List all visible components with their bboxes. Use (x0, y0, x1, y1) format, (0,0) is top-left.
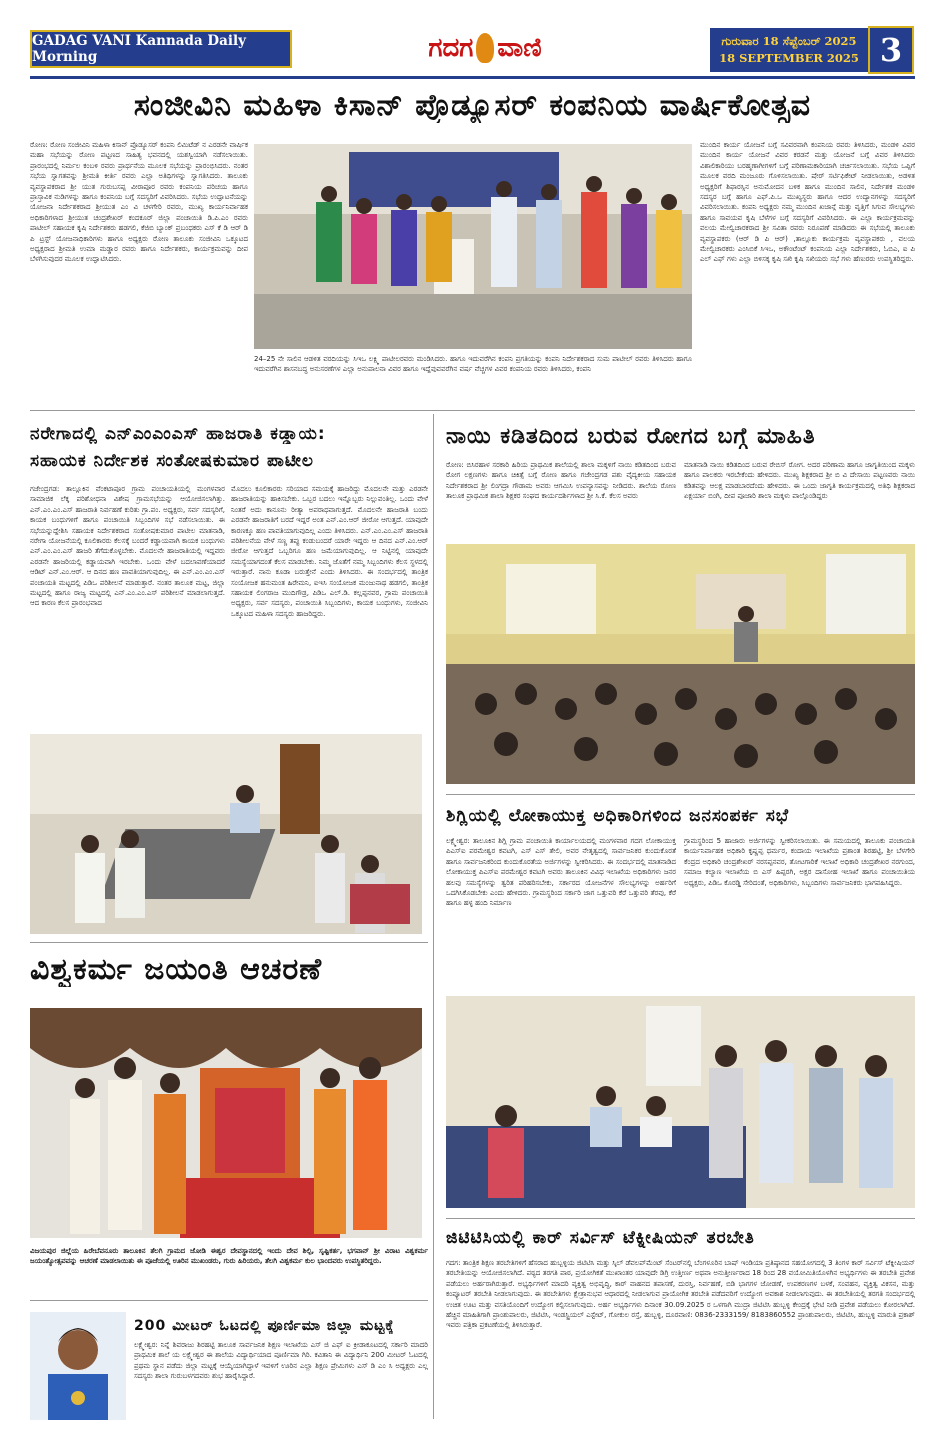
section-divider (446, 1218, 915, 1219)
vishwakarma-headline: ವಿಶ್ವಕರ್ಮ ಜಯಂತಿ ಆಚರಣೆ (30, 952, 323, 987)
section-divider (446, 794, 915, 795)
nrega-headline-2: ಸಹಾಯಕ ನಿರ್ದೇಶಕ ಸಂತೋಷಕುಮಾರ ಪಾಟೀಲ (30, 451, 314, 471)
lead-column-3: ಮುಂದಿನ ಕಾರ್ಯ ಯೋಜನೆ ಬಗ್ಗೆ ಸವಿವರವಾಗಿ ಕಂಪನಿಯ ರವರು ತಿಳಿಸಿದರು, ಮಂಡಳಿ ವಿವರ ಮುಂದಿನ ಕಾರ್ಯ ಯೋಜನೆ ವಿವರ ಕರಡನೆ ಮತ್ತು ಯೋಜನೆ ಬಗ್ಗೆ ವಿವರ ತಿಳಿಸಿದರು ವಿಶಾಲಿಕಾರಿಯು ಬರಹ್ಮಣಾಗೀಗಳಿಗೆ ಬಗ್ಗೆ ಪರಿಣಾಮಕಾರಿಯಾಗಿ ಚರ್ಚಿಸಲಾಯಿತು. ಸಭೆಯ ಒಪ್ಪಿಗೆ ಮೂಲಕ ವರದಿ ಮಂಜೂರು ಗೊಳಿಸಲಾಯಿತು. ಷೇರ್ ಸರ್ಟಿಫಿಕೇಟ್ ನೀಡಲಾಯಿತು, ಅಡಳಿತ ಅಧ್ಯಕ್ಷರಿಗೆ ಶಿಫಾರಸ್ಸಿನ ಅನುಮೋದನ ಬಳಿಕ ಹಾಗೂ ಮುಂದಿನ ಸಾಲಿನ, ನಿರ್ದೇಶಕ ಮಂಡಳಿ ಸದಸ್ಯರ ಬಗ್ಗೆ ಹಾಗೂ ಎಫ್.ಪಿ.ಒ ಮುಖ್ಯಸ್ಥರು ಹಾಗೂ ಆದರ ಉದ್ಯಾನಗಳನ್ನು ಸದಸ್ಯರಿಗೆ ವಿವರಿಸಲಾಯಿತು. ಕಂಪನಿ ಅಧ್ಯಕ್ಷರು ನಮ್ಮ ಮುಂದಿನ ಖಜಾನ್ಗೆ ಮತ್ತು ವೃತ್ತಿಗೆ ಸಿಗುವ ಸೌಲಭ್ಯಗಳು ಹಾಗೂ ಸಾವಯವ ಕೃಷಿ ಬೆಳೆಗಳ ಬಗ್ಗೆ ಸದಸ್ಯರಿಗೆ ವಿವರಿಸಿದರು. ಈ ಎಲ್ಲಾ ಕಾರ್ಯಕ್ರಮವನ್ನು ವಲಯ ಮೇಲ್ವಿಚಾರಕರಾದ ಶ್ರೀ ಸವಿತಾ ರವರು ನಿರೂಪಣೆ ಮಾಡಿದರು ಈ ಸಭೆಯಲ್ಲಿ ತಾಲೂಕು ವ್ಯವಸ್ಥಾಪಕರು (ಆರ್ ಡಿ ಪಿ ಆರ್) ,ತಾಲ್ಲೂಕು ಕಾರ್ಯಕ್ರಮ ವ್ಯವಸ್ಥಾಪಕರು , ವಲಯ ಮೇಲ್ವಿಚಾರಕರು ಎಂಸಿಬಿಕೆ ಸಿಇಒ, ಅಕೌಂಟೆಂಟ್ ಕಂಪನಿಯ ಎಲ್ಲಾ ನಿರ್ದೇಶಕರು, ಓಬಿಎ, ಐ ಪಿ ಎಲ್ ಎಫ್ ಗಳು ಎಲ್ಲಾ ಬಿಳಿಸಕ್ಕ ಕೃಷಿ ಸಖಿ ಕೃಷಿ ಸಖಿಯರು ಸಭೆ ಗಳು ಹೆಣುರರು ಉಪಸ್ಥಿತರಿದ್ದರು. (700, 141, 915, 264)
lead-column-1: ರೋಣ: ರೋಣ ಸಂಜೀವಿನಿ ಮಹಿಳಾ ಕಿಸಾನ್ ಪ್ರೊಡ್ಯೂಸರ್ ಕಂಪನಿ ಲಿಮಿಟೆಡ್ ನ ಎರಡನೇ ವಾರ್ಷಿಕ ಮಹಾ ಸಭೆಯನ್ನು ರೋಣ ಪಟ್ಟಣದ ಸಾಹಿತ್ಯ ಭವನದಲ್ಲಿ ಯಶಸ್ವಿಯಾಗಿ ನಡೆಸಲಾಯಿತು. ಪ್ರಾರಂಭದಲ್ಲಿ ನಿರ್ಮಲ ಕಂಬಳಿ ರವರು ಪ್ರಾರ್ಥನೆಯ ಮೂಲಕ ಸಭೆಯನ್ನು ಪ್ರಾರಂಭಿಸಿದರು. ನಂತರ ಸಭೆಯ ಸ್ವಾಗತವನ್ನು ಶ್ರೀಮತಿ ಕೀರ್ತಿ ರವರು ಎಲ್ಲಾ ಅತಿಥಿಗಳನ್ನು ಸ್ವಾಗತಿಸಿದರು. ತಾಲೂಕು ವ್ಯವಸ್ಥಾಪಕರಾದ ಶ್ರೀ ಯುತ ಗುರುಬಸಪ್ಪ ವೀರಾಪೂರ ರವರು ಕಂಪನಿಯ ಪರಿಚಯ ಹಾಗೂ ಪ್ರಾಸ್ತಾವಿಕ ನುಡಿಗಳನ್ನು ಹಾಗೂ ಕಂಪನಿಯ ಬಗ್ಗೆ ಸದಸ್ಯರಿಗೆ ವಿವರಿಸಿದರು. ಸಭೆಯ ಉದ್ಘಾಟನೆಯನ್ನು ಯೋಜನಾ ನಿರ್ದೇಶಕರಾದ ಶ್ರೀಯುತ ಎಂ ವಿ ಚಳಗೇರಿ ರವರು, ಮುಖ್ಯ ಕಾರ್ಯನಿರ್ವಾಹಕ ಅಧಿಕಾರಿಗಳಾದ ಶ್ರೀಯುತ ಚಂದ್ರಶೇಖರ್ ಕಂದಕೂರ್ ಜಿಲ್ಲಾ ಪಂಚಾಯಿತಿ ಡಿ.ಪಿ.ಎಂ ರವರು ಪಾಟೀಲ್ ಸಹಾಯಕ ಕೃಷಿ ನಿರ್ದೇಶಕರು ಹಡಗಲಿ, ಕೆಜಿಬಿ ಬ್ಯಾಂಕ್ ಪ್ರಬಂಧಕರು ಎಸ್ ಕೆ ಡಿ ಆರ್ ಡಿ ಪಿ ಟ್ರಸ್ಟ್ ಯೋಜನಾಧಿಕಾರಿಗಳು ಹಾಗೂ ಅಧ್ಯಕ್ಷರು ರೋಣ ತಾಲೂಕು ಸಂಜೀವಿನಿ ಒಕ್ಕೂಟದ ಅಧ್ಯಕ್ಷರಾದ ಶ್ರೀಮತಿ ಉಮಾ ಮಡ್ಡಾರ ರವರು ಹಾಗೂ ನಿರ್ದೇಶಕರು, ಕಾರ್ಯಕ್ರಮವನ್ನು ದೀಪ ಬೆಳಗಿಸುವುದರ ಮೂಲಕ ಉದ್ಘಾಟಿಸಿದರು. (30, 141, 248, 264)
lokayukta-column-2: ಗ್ರಾಮಸ್ಥರಿಂದ 5 ಹಾಜಾರು ಅರ್ಜಿಗಳನ್ನು ಸ್ವೀಕರಿಸಲಾಯಿತು. ಈ ಸಮಯದಲ್ಲಿ ತಾಲೂಕು ಪಂಚಾಯತಿ ಕಾರ್ಯನಿರ್ವಾಹಕ ಅಧಿಕಾರಿ ಕೃಷ್ಣಪ್ಪ ಧರ್ಮರ, ಕಂದಾಯ ಇಲಾಖೆಯ ಪ್ರಶಾಂತ ಶಿರಹಟ್ಟಿ, ಶ್ರೀ ಬೆಳಗೇರಿ ಕೆಂದ್ರದ ಅಧಿಕಾರಿ ಚಂದ್ರಶೇಖರ್ ನರಸಪ್ಪನವರ, ತೋಟಗಾರಿಕೆ ಇಲಾಖೆ ಅಧಿಕಾರಿ ಚಂದ್ರಶೇಖರ ನರಗುಂದ, ಸಮಾಜ ಕಲ್ಯಾಣ ಇಲಾಖೆಯ ಬಿ ಎಸ್ ಹಿಪ್ಪರಗಿ, ಅಕ್ಷರ ದಾಸೋಹ ಇಲಾಖೆ ಹಾಗೂ ಪಂಚಾಯಿತಿಯ ಅಧ್ಯಕ್ಷರು, ಪಿಡಿಒ ಕೊರಡ್ಡಿ ಸೇರಿದಂತೆ, ಅಧಿಕಾರಿಗಳು, ಸಿಬ್ಬಂದಿಗಳು ಸಾರ್ವಜನಿಕರು ಭಾಗವಹಿಸಿದ್ದರು. (684, 837, 915, 887)
masthead-title-text: GADAG VANI Kannada Daily Morning (32, 33, 246, 65)
page-number: 3 (868, 26, 914, 74)
nrega-column-1: ಗಜೇಂದ್ರಗಡ: ತಾಲ್ಲೂಕಿನ ವೆಂಕಟಾಪೂರ ಗ್ರಾಮ ಪಂಚಾಯತಿಯಲ್ಲಿ ಮಂಗಳವಾರ ಸಾಮಾಜಿಕ ಲೆಕ್ಕ ಪರಿಶೋಧನಾ ವಿಶೇಷ ಗ್ರಾಮಸಭೆಯನ್ನು ಆಯೋಜಿಸಲಾಗಿತ್ತು. ಎನ್.ಎಂ.ಎಂ.ಎಸ್ ಹಾಜರಾತಿ ನಿರ್ವಹಣೆ ಕುರಿತು ಗ್ರಾ.ಪಂ. ಅಧ್ಯಕ್ಷರು, ಸರ್ವ ಸದಸ್ಯರಿಗೆ, ಕಾಯಕ ಬಂಧುಗಳಿಗೆ ಹಾಗೂ ಪಂಚಾಯಿತಿ ಸಿಬ್ಬಂದಿಗಳ ಸಭೆ ನಡೆಸಲಾಯಿತು. ಈ ಸಭೆಯನ್ನುದ್ದೇಶಿಸಿ ಸಹಾಯಕ ನಿರ್ದೇಶಕರಾದ ಸಂತೋಷಕುಮಾರ ಪಾಟೀಲ ಮಾತನಾಡಿ, ನರೇಗಾ ಯೋಜನೆಯಲ್ಲಿ ಕೂಲಿಕಾರರು ಕೆಲಸಕ್ಕೆ ಬಂದರೆ ಕಡ್ಡಾಯವಾಗಿ ಕಾಯಕ ಬಂಧುಗಳು ಎನ್.ಎಂ.ಎಂ.ಎಸ್ ಹಾಜರಿ ತೆಗೆದುಕೊಳ್ಳಬೇಕು. ಮೊದಲನೇ ಹಾಜರಾತಿಯಲ್ಲಿ ಇದ್ದವರು ಎರಡನೇ ಹಾಜರಿಯಲ್ಲಿ ಕಡ್ಡಾಯವಾಗಿ ಇರಬೇಕು. ಒಂದು ವೇಳೆ ಬದಲಾವಣೆಯಾದರೆ ಆಡಿಟ್ ಎನ್.ಎಂ.ಆರ್. ಆ ದಿನದ ಹಣ ಪಾವತಿಯಾಗುವುದಿಲ್ಲ. ಈ ಎನ್.ಎಂ.ಎಂ.ಎಸ್ ಪಂಚಾಯತಿ ಮಟ್ಟದಲ್ಲಿ ಪಿಡಿಒ ಪರಿಶೀಲನೆ ಮಾಡುತ್ತಾರೆ. ನಂತರ ತಾಲೂಕ ಮಟ್ಟ, ಜಿಲ್ಲಾ ಮಟ್ಟದಲ್ಲಿ ಹಾಗೂ ರಾಜ್ಯ ಮಟ್ಟದಲ್ಲಿ ಎನ್.ಎಂ.ಎಂ.ಎಸ್ ಪರಿಶೀಲನೆ ಮಾಡಲಾಗುತ್ತದೆ. ಆದ ಕಾರಣ ಕೆಲಸ ಪ್ರಾರಂಭವಾದ (30, 485, 225, 608)
lokayukta-headline: ಶಿಗ್ಲಿಯಲ್ಲಿ ಲೋಕಾಯುಕ್ತ ಅಧಿಕಾರಿಗಳಿಂದ ಜನಸಂಪರ್ಕ ಸಭೆ (446, 806, 790, 826)
date-kannada: ಗುರುವಾರ 18 ಸೆಪ್ಟೆಂಬರ್ 2025 (721, 34, 857, 48)
newspaper-logo (420, 26, 550, 70)
dog-column-1: ರೋಣ: ಬಿಸಿರಹಾಳ ಸರಕಾರಿ ಹಿರಿಯ ಪ್ರಾಥಮಿಕ ಶಾಲೆಯಲ್ಲಿ ಶಾಲಾ ಮಕ್ಕಳಿಗೆ ನಾಯಿ ಕಡಿತದಿಂದ ಬರುವ ರೋಗ ಲಕ್ಷಣಗಳು ಹಾಗೂ ಚಿಕಿತ್ಸೆ ಬಗ್ಗೆ ರೋಣ ಹಾಗೂ ಗಜೇಂದ್ರಗಡ ಪಶು ವೈದ್ಯಕೀಯ ಸಹಾಯಕ ನಿರ್ದೇಶಕರಾದ ಶ್ರೀ ಲಿಂಗದ್ರಾ ಗೌಡಾಮ ಅವರು ಆಗಮಿಸಿ ಉಪನ್ಯಾಸವನ್ನು ನೀಡಿದರು. ಶಾಲೆಯ ರೋಣ ತಾಲೂಕ ಪ್ರಾಥಮಿಕ ಶಾಲಾ ಶಿಕ್ಷಕರ ಸಂಘದ ಕಾರ್ಯದರ್ಶಿಗಳಾದ ಶ್ರೀ ಸಿ.ಕೆ. ಕೆಲಸ ಅವರು (446, 461, 676, 501)
nrega-column-2: ಮೊದಲು ಕೂಲಿಕಾರರು ಸರಿಯಾದ ಸಮಯಕ್ಕೆ ಹಾಜರಿದ್ದು ಮೊದಲನೇ ಮತ್ತು ಎರಡನೇ ಹಾಜರಾತಿಯನ್ನು ಹಾಕಿಸಬೇಕು. ಒಬ್ಬರ ಬದಲು ಇನ್ನೊಬ್ಬರು ನಿಲ್ಲುವಂತಿಲ್ಲ. ಒಂದು ವೇಳೆ ನಿಂತರೆ ಅದು ಕಾನೂನು ರೀತ್ಯಾ ಅಪರಾಧವಾಗುತ್ತದೆ. ಮೊದಲನೇ ಹಾಜರಾತಿ ಬಂದು ಎರಡನೇ ಹಾಜರಾತಿಗೆ ಬರದೆ ಇದ್ದರೆ ಅಂತ ಎನ್.ಎಂ.ಆರ್ ಜೀರೋ ಆಗುತ್ತದೆ. ಯಾವುದೇ ಕಾರಣಕ್ಕೂ ಹಣ ಪಾವತಿಯಾಗುವುದಿಲ್ಲ ಎಂದು ತಿಳಿಸಿದರು. ಎನ್.ಎಂ.ಎಂ.ಎಸ್ ಹಾಜರಾತಿ ಪರಿಶೀಲನೆಯ ವೇಳೆ ಸಣ್ಣ ತಪ್ಪು ಕಂಡುಬಂದರೆ ಯಾರೇ ಇದ್ದರು ಆ ದಿನದ ಎನ್.ಎಂ.ಆರ್ ಜೀರೋ ಆಗುತ್ತದೆ ಒಬ್ಬರಿಗೂ ಹಣ ಜಮೆಯಾಗುವುದಿಲ್ಲ. ಆ ನಿಟ್ಟಿನಲ್ಲಿ ಯಾವುದೇ ಸಮಸ್ಯೆಯಾಗದಂತೆ ಕೆಲಸ ಮಾಡಬೇಕು. ನಿಮ್ಮ ಜೊತೆಗೆ ನಮ್ಮ ಸಿಬ್ಬಂದಿಗಳು ಕೆಲಸ ಸ್ಥಳದಲ್ಲಿ ಇರುತ್ತಾರೆ. ನಾನು ಕೂಡಾ ಬರುತ್ತೇನೆ ಎಂದು ತಿಳಿಸಿದರು. ಈ ಸಂದರ್ಭದಲ್ಲಿ ತಾಂತ್ರಿಕ ಸಂಯೋಜಕ ಹನುಮಂತ ಹಿರೇಮನಿ, ಐಇಸಿ ಸಂಯೋಜಕ ಮಂಜುನಾಥ ಹಡಗಲಿ, ತಾಂತ್ರಿಕ ಸಹಾಯಕ ಲಿಂಗರಾಜ ಮುದಿಗೌಡ್ರ, ಪಿಡಿಒ ಎಲ್.ಡಿ. ಕಲ್ಲಪ್ಪನವರ, ಗ್ರಾಮ ಪಂಚಾಯಿತಿ ಅಧ್ಯಕ್ಷರು, ಸರ್ವ ಸದಸ್ಯರು, ಪಂಚಾಯಿತಿ ಸಿಬ್ಬಂದಿಗಳು, ಕಾಯಕ ಬಂಧುಗಳು, ಸಂಜೀವಿನಿ ಒಕ್ಕೂಟದ ಮಹಿಳಾ ಸದಸ್ಯರು ಹಾಜರಿದ್ದರು. (231, 485, 428, 618)
race-body: ಲಕ್ಷ್ಮೇಶ್ವರ: ನಿನ್ನೆ ಶಿವರಾಜು ಶಿರಹಟ್ಟಿ ತಾಲೂಕ ಸಾರ್ವಜನಿಕ ಶಿಕ್ಷಣ ಇಲಾಖೆಯ ಎಸ್ ಜಿ ಎಫ್ ಐ ಕ್ರೀಡಾಕೂಟದಲ್ಲಿ ಸರ್ಕಾರಿ ಮಾದರಿ ಪ್ರಾಥಮಿಕ ಶಾಲೆ ಯ ಲಕ್ಷ್ಮೇಶ್ವರ ಈ ಶಾಲೆಯ ವಿದ್ಯಾರ್ಥಿಯಾದ ಪೂರ್ಣಿಮಾ ಗಿರಿ. ಕವಿತಾನಿ ಈ ವಿದ್ಯಾರ್ಥಿನಿ 200 ಮೀಟರ್ ಓಟದಲ್ಲಿ ಪ್ರಥಮ ಸ್ಥಾನ ಪಡೆದು ಜಿಲ್ಲಾ ಮಟ್ಟಕ್ಕೆ ಆಯ್ಕೆಯಾಗಿದ್ದಾಳೆ ಇವಳಿಗೆ ಊರಿನ ಎಲ್ಲಾ ಶಿಕ್ಷಣ ಪ್ರೇಮಿಗಳು ಎಸ್ ಡಿ ಎಂ ಸಿ ಅಧ್ಯಕ್ಷರು ಎಲ್ಲ ಸದಸ್ಯರು ಶಾಲಾ ಗುರುಬಳಗದವರು ಶುಭ ಹಾರೈಸಿದ್ದಾರೆ. (134, 1341, 428, 1381)
nrega-headline-1: ನರೇಗಾದಲ್ಲಿ ಎನ್‌ಎಂಎಂಎಸ್ ಹಾಜರಾತಿ ಕಡ್ಡಾಯ: (30, 424, 326, 444)
section-divider (30, 942, 428, 943)
nrega-photo (30, 734, 422, 934)
logo-emblem-icon (476, 33, 494, 63)
masthead-date (710, 28, 868, 72)
lokayukta-column-1: ಲಕ್ಷ್ಮೇಶ್ವರ: ತಾಲೂಕಿನ ಶಿಗ್ಲಿ ಗ್ರಾಮ ಪಂಚಾಯಿತಿ ಕಾರ್ಯಾಲಯದಲ್ಲಿ ಮಂಗಳವಾರ ಗದಗ ಲೋಕಾಯುಕ್ತ ಪಿಎಸ್ಐ ಪರಮೇಶ್ವರ ಕವಟಗಿ, ಎಸ್ ಎಸ್ ತೇಲಿ, ಅವರ ನೇತೃತ್ವದಲ್ಲಿ ಸಾರ್ವಜನಿಕರ ಕುಂದುಕೊರತೆ ಹಾಗೂ ಸಾರ್ವಜನಿಕರಿಂದ ಕುಂದುಕೊರತೆಯ ಅರ್ಜಿಗಳನ್ನು ಸ್ವೀಕರಿಸಿದರು. ಈ ಸಂದರ್ಭದಲ್ಲಿ ಮಾತನಾಡಿದ ಲೋಕಾಯುಕ್ತ ಪಿಎಸ್ಐ ಪರಮೇಶ್ವರ ಕವಟಗಿ ಅವರು ತಾಲೂಕಿನ ವಿವಿಧ ಇಲಾಖೆಯ ಅಧಿಕಾರಿಗಳು ಜನರ ಹಲವು ಸಮಸ್ಯೆಗಳನ್ನು ತ್ವರಿತ ಪರಿಹರಿಸಬೇಕು, ಸರ್ಕಾರದ ಯೋಜನೆಗಳ ಸೌಲಭ್ಯಗಳನ್ನು ಅರ್ಹರಿಗೆ ಒದಗಿಸಿಕೊಡಬೇಕು ಎಂದು ಹೇಳಿದರು. ಗ್ರಾಮಸ್ಥರಿಂದ ಸರ್ಕಾರಿ ಜಾಗ ಒತ್ತುವರಿ ಕೆರೆ ಒತ್ತುವರಿ ತೆರವು, ಕೆರೆ ಹಾಗೂ ಹಳ್ಳ ಹಂದಿ ನಿರ್ಮಾಣ (446, 837, 676, 908)
column-divider (433, 414, 434, 1419)
gttc-headline: ಜಿಟಿಟಿಸಿಯಲ್ಲಿ ಕಾರ್ ಸರ್ವಿಸ್ ಟೆಕ್ನೀಷಿಯನ್ ತರಬೇತಿ (446, 1228, 755, 1248)
lead-photo (254, 144, 692, 349)
lead-caption: 24–25 ನೇ ಸಾಲಿನ ಆಡಳಿತ ವರದಿಯನ್ನು ಸಿಇಒ ಲಕ್ಷ್ಮಿ ಪಾಟೀಲರವರು ಮಂಡಿಸಿದರು. ಹಾಗೂ ಇದುವರೆಗಿನ ಕಂಪನಿ ಪ್ರಗತಿಯನ್ನು ಕಂಪನಿ ನಿರ್ದೇಶಕರಾದ ಸುಮ ಪಾಟೀಲ್ ರವರು ತಿಳಿಸಿದರು ಹಾಗೂ ಇದುವರೆಗಿನ ಶಾಸನಬದ್ಧ ಅನುಸರಣೆಗಳ ಎಲ್ಲಾ ಅನುಪಾಲನಾ ವಿವರ ಹಾಗೂ ಇದ್ದೆವುವವರೆಗಿನ ವರ್ಷ ವೆಚ್ಚಗಳ ವಿವರ ಕಂಪನಿಯ ರವರು ತಿಳಿಸಿದರು, ಕಂಪನಿ (254, 355, 692, 374)
masthead-rule (30, 76, 915, 79)
vishwakarma-photo (30, 1008, 422, 1238)
gttc-body: ಗದಗ: ತಾಂತ್ರಿಕ ಶಿಕ್ಷಣ ತರಬೇತಿಗಳಿಗೆ ಹೆಸರಾದ ಹುಬ್ಬಳ್ಳಿಯ ಜಿಟಿಟಿಸಿ ಮತ್ತು ಸ್ಕಿಲ್ ಡೆವಲಪ್‌ಮೆಂಟ್ ಸೆಂಟರ್‌ನಲ್ಲಿ ಬೆಂಗಳೂರಿನ ಬಾಷ್ ಇಂಡಿಯಾ ಪ್ರತಿಷ್ಠಾನದ ಸಹಯೋಗದಲ್ಲಿ 3 ತಿಂಗಳ ಕಾರ್ ಸರ್ವಿಸ್ ಟೆಕ್ನೀಷಿಯನ್ ತರಬೇತಿಯನ್ನು ಆಯೋಜಿಸಲಾಗಿದೆ. ಪಠ್ಯದ ತರಗತಿ ಪಾಠ, ಪ್ರಯೋಗಿಕತೆ ಮುಖಾಂತರ ಯಾವುದೇ ಡಿಗ್ರಿ ಉತ್ತೀರ್ಣ ಅಥವಾ ಅನುತ್ತೀರ್ಣರಾದ 18 ರಿಂದ 28 ವಯೋಮಿತಿಯೊಳಗಿನ ಅಭ್ಯರ್ಥಿಗಳು ಈ ತರಬೇತಿ ಪ್ರವೇಶ ಪಡೆಯಲು ಅರ್ಹರಾಗಿರುತ್ತಾರೆ. ಅಭ್ಯರ್ಥಿಗಳಿಗೆ ಮಾದರಿ ವ್ಯಕ್ತಿತ್ವ ಅಭಿವೃದ್ಧಿ, ಕಾರ್ ವಾಹನದ ತಪಾಸಣೆ, ದುರಸ್ತಿ, ನಿರ್ವಹಣೆ, ಬಿಡಿ ಭಾಗಗಳ ಜೋಡಣೆ, ಉಪಕರಣಗಳ ಬಳಕೆ, ಸಂವಹನ, ವ್ಯಕ್ತಿತ್ವ ವಿಕಸನ, ಮತ್ತು ಕಂಪ್ಯೂಟರ್ ತರಬೇತಿ ನೀಡಲಾಗುವುದು. ಈ ತರಬೇತಿಗಳು ಕ್ಷೇತ್ರಾನುಭವ ಆಧಾರದಲ್ಲಿ ನೀಡಲಾಗುವ ಪ್ರಾಯೋಗಿಕ ತರಬೇತಿ ಪಡೆದವರಿಗೆ ಉದ್ಯೋಗ ಅವಕಾಶ ನೀಡಲಾಗುವುದು. ಈ ತರಬೇತಿಯಲ್ಲಿ ತರಗತಿ ಸಂದರ್ಭದಲ್ಲಿ ಉಚಿತ ಊಟ ಮತ್ತು ವಸತಿಯೊಂದಿಗೆ ಉದ್ಯೋಗ ಕಲ್ಪಿಸಲಾಗುವುದು. ಅರ್ಹ ಅಭ್ಯರ್ಥಿಗಳು ದಿನಾಂಕ 30.09.2025 ರ ಒಳಗಾಗಿ ಮುದ್ರಾ ಜಿಟಿಟಿಸಿ ಹುಬ್ಬಳ್ಳಿ ಕೇಂದ್ರಕ್ಕೆ ಭೇಟಿ ನೀಡಿ ಪ್ರವೇಶ ಪಡೆಯಲು ಕೋರಲಾಗಿದೆ. ಹೆಚ್ಚಿನ ಮಾಹಿತಿಗಾಗಿ ಪ್ರಾಂಶುಪಾಲರು, ಜಿಟಿಟಿಸಿ, ಇಂಡಸ್ಟ್ರಿಯಲ್ ಎಸ್ಟೇಟ್, ಗೋಕುಲ ರಸ್ತೆ, ಹುಬ್ಬಳ್ಳಿ, ದೂರವಾಣಿ: 0836-2333159/ 8183860552 ಪ್ರಾಂಶುಪಾಲರು, ಜಿಟಿಟಿಸಿ, ಹುಬ್ಬಳ್ಳಿ ಮಾರುತಿ ಪ್ರಕಾಶ್ ಇವರು ಪತ್ರಿಕಾ ಪ್ರಕಟಣೆಯಲ್ಲಿ ತಿಳಿಸಿರುತ್ತಾರೆ. (446, 1259, 915, 1330)
section-divider (30, 410, 915, 411)
logo-text-left: ಗದಗ (428, 32, 474, 63)
date-english: 18 SEPTEMBER 2025 (719, 51, 859, 65)
lead-headline: ಸಂಜೀವಿನಿ ಮಹಿಳಾ ಕಿಸಾನ್ ಪ್ರೊಡ್ಯೂಸರ್ ಕಂಪನಿಯ ವಾರ್ಷಿಕೋತ್ಸವ (133, 88, 812, 123)
logo-text-right: ವಾಣಿ (497, 32, 542, 63)
race-headline: 200 ಮೀಟರ್ ಓಟದಲ್ಲಿ ಪೂರ್ಣಿಮಾ ಜಿಲ್ಲಾ ಮಟ್ಟಕ್ಕೆ (134, 1318, 395, 1334)
dog-column-2: ಮಾತನಾಡಿ ನಾಯಿ ಕಡಿತದಿಂದ ಬರುವ ರೇಬಿಸ್ ರೋಗ. ಅದರ ಪರಿಣಾಮ ಹಾಗೂ ಜಾಗೃತಿಯಿಂದ ಮಕ್ಕಳು ಹಾಗೂ ಪಾಲಕರು ಇರಬೇಕೆಂದು ಹೇಳಿದರು. ಮುಖ್ಯ ಶಿಕ್ಷಕರಾದ ಶ್ರೀ ಬಿ ವಿ ದೇಸಾಯಿ ಪಟ್ಟಣವರು ನಾಯಿ ಕಡಿತವನ್ನು ಆಲಕ್ಷ ಮಾಡಬಾರದೆಂದು ಹೇಳಿದರು. ಈ ಒಂದು ಜಾಗೃತಿ ಕಾರ್ಯಕ್ರಮದಲ್ಲಿ ಅತಿಥಿ ಶಿಕ್ಷಕರಾದ ಏಕ್ಷರ್ಯಾ ಬಿಂಗಿ, ದೀಪ ಪೂಜಾರಿ ಶಾಲಾ ಮಕ್ಕಳು ಪಾಲ್ಗೊಂಡಿದ್ದರು (684, 461, 915, 501)
vishwakarma-caption: ವಿಜಯಪುರ ಜಿಲ್ಲೆಯ ಹಿರೇಬೆವನೂರು ತಾಲೂಕಿನ ತೆಲಗಿ ಗ್ರಾಮದ ಜೋಡಿ ಈಶ್ವರ ದೇವಸ್ಥಾನದಲ್ಲಿ ಇಂದು ದೇವ ಶಿಲ್ಪಿ, ಸೃಷ್ಟಿಕರ್ತ, ಭಗವಾನ್ ಶ್ರೀ ವಿರಾಟ ವಿಶ್ವಕರ್ಮ ಜಯಂತ್ಯೋತ್ಸವವನ್ನು ಆಚರಣೆ ಮಾಡಲಾಯಿತು ಈ ಪೂಜೆಯಲ್ಲಿ ಊರಿನ ಮುಖಂಡರು, ಗುರು ಹಿರಿಯರು, ತೆಲಗಿ ವಿಶ್ವಕರ್ಮ ಕುಲ ಭಾಂದವರು ಉಪಸ್ಥಿತರಿದ್ದರು. (30, 1247, 428, 1266)
classroom-photo (446, 544, 915, 784)
lokayukta-photo (446, 996, 915, 1208)
masthead-title (30, 30, 292, 68)
athlete-photo (30, 1312, 126, 1420)
dog-headline: ನಾಯಿ ಕಡಿತದಿಂದ ಬರುವ ರೋಗದ ಬಗ್ಗೆ ಮಾಹಿತಿ (446, 424, 816, 449)
section-divider (30, 1300, 428, 1301)
